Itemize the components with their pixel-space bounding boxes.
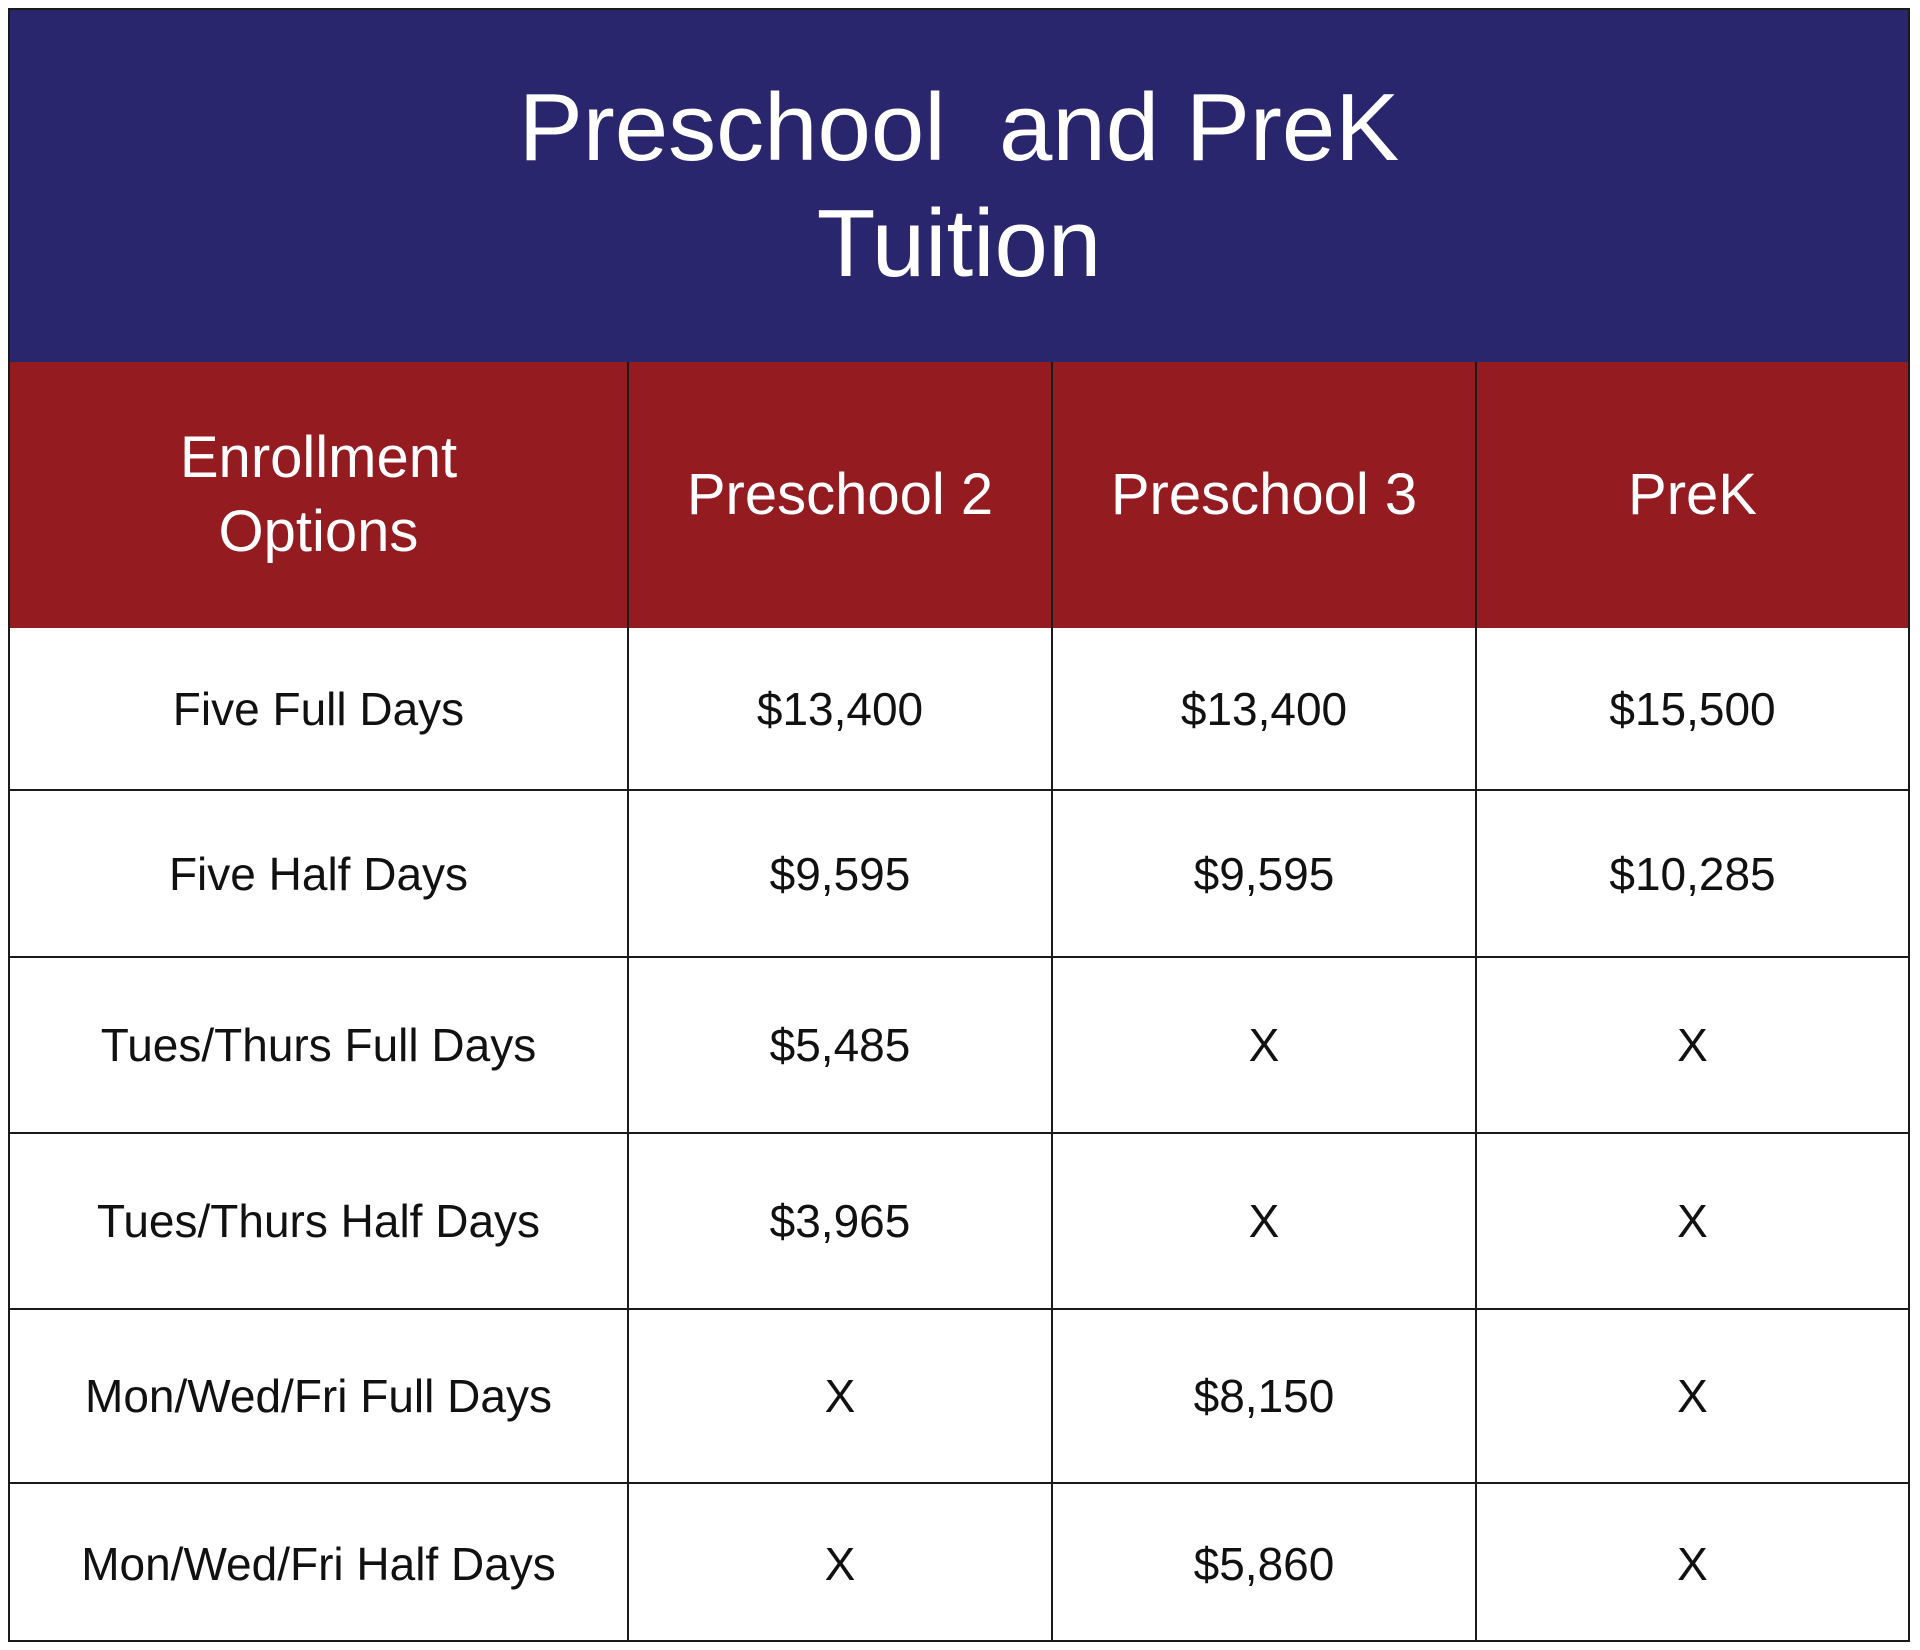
preschool-3-price-cell: $13,400 — [1052, 628, 1476, 790]
enrollment-option-cell: Tues/Thurs Full Days — [10, 957, 628, 1133]
prek-price-cell: X — [1476, 1483, 1908, 1642]
column-header-prek: PreK — [1476, 362, 1908, 628]
preschool-3-price-cell: $8,150 — [1052, 1309, 1476, 1483]
column-header-enrollment-line-2: Options — [218, 499, 419, 564]
column-header-preschool-3: Preschool 3 — [1052, 362, 1476, 628]
prek-price-cell: $10,285 — [1476, 790, 1908, 957]
table-row — [10, 628, 1908, 790]
enrollment-option-cell: Tues/Thurs Half Days — [10, 1133, 628, 1309]
preschool-3-price-cell: X — [1052, 1133, 1476, 1309]
prek-price-cell: $15,500 — [1476, 628, 1908, 790]
tuition-card — [8, 8, 1910, 1642]
enrollment-option-cell: Five Full Days — [172, 682, 465, 735]
preschool-2-price-cell: X — [628, 1309, 1052, 1483]
preschool-2-price-cell: X — [628, 1483, 1052, 1642]
enrollment-option-cell: Five Half Days — [10, 790, 628, 957]
table-row — [10, 957, 1908, 1133]
table-body — [10, 628, 1908, 1642]
preschool-2-price-cell: $3,965 — [628, 1133, 1052, 1309]
table-row — [10, 790, 1908, 957]
page-title-line-1: Preschool and PreK — [518, 74, 1400, 181]
title-banner — [10, 10, 1908, 362]
enrollment-option-cell: Mon/Wed/Fri Full Days — [10, 1309, 628, 1483]
preschool-2-price-cell: $9,595 — [628, 790, 1052, 957]
prek-price-cell: X — [1476, 957, 1908, 1133]
table-row — [10, 1483, 1908, 1642]
table-row — [10, 1133, 1908, 1309]
preschool-3-price-cell: X — [1052, 957, 1476, 1133]
preschool-3-price-cell: $9,595 — [1052, 790, 1476, 957]
preschool-2-price-cell: $13,400 — [628, 628, 1052, 790]
preschool-3-price-cell: $5,860 — [1052, 1483, 1476, 1642]
column-header-preschool-2: Preschool 2 — [628, 362, 1052, 628]
header-row — [10, 362, 1908, 628]
table-row — [10, 1309, 1908, 1483]
prek-price-cell: X — [1476, 1133, 1908, 1309]
enrollment-option-cell: Mon/Wed/Fri Half Days — [10, 1483, 628, 1642]
page-title-line-2: Tuition — [816, 190, 1102, 297]
tuition-table — [10, 362, 1908, 1642]
column-header-enrollment-line-1: Enrollment — [179, 425, 458, 490]
column-header-enrollment-options — [10, 362, 628, 628]
prek-price-cell: X — [1476, 1309, 1908, 1483]
table-header — [10, 362, 1908, 628]
preschool-2-price-cell: $5,485 — [628, 957, 1052, 1133]
